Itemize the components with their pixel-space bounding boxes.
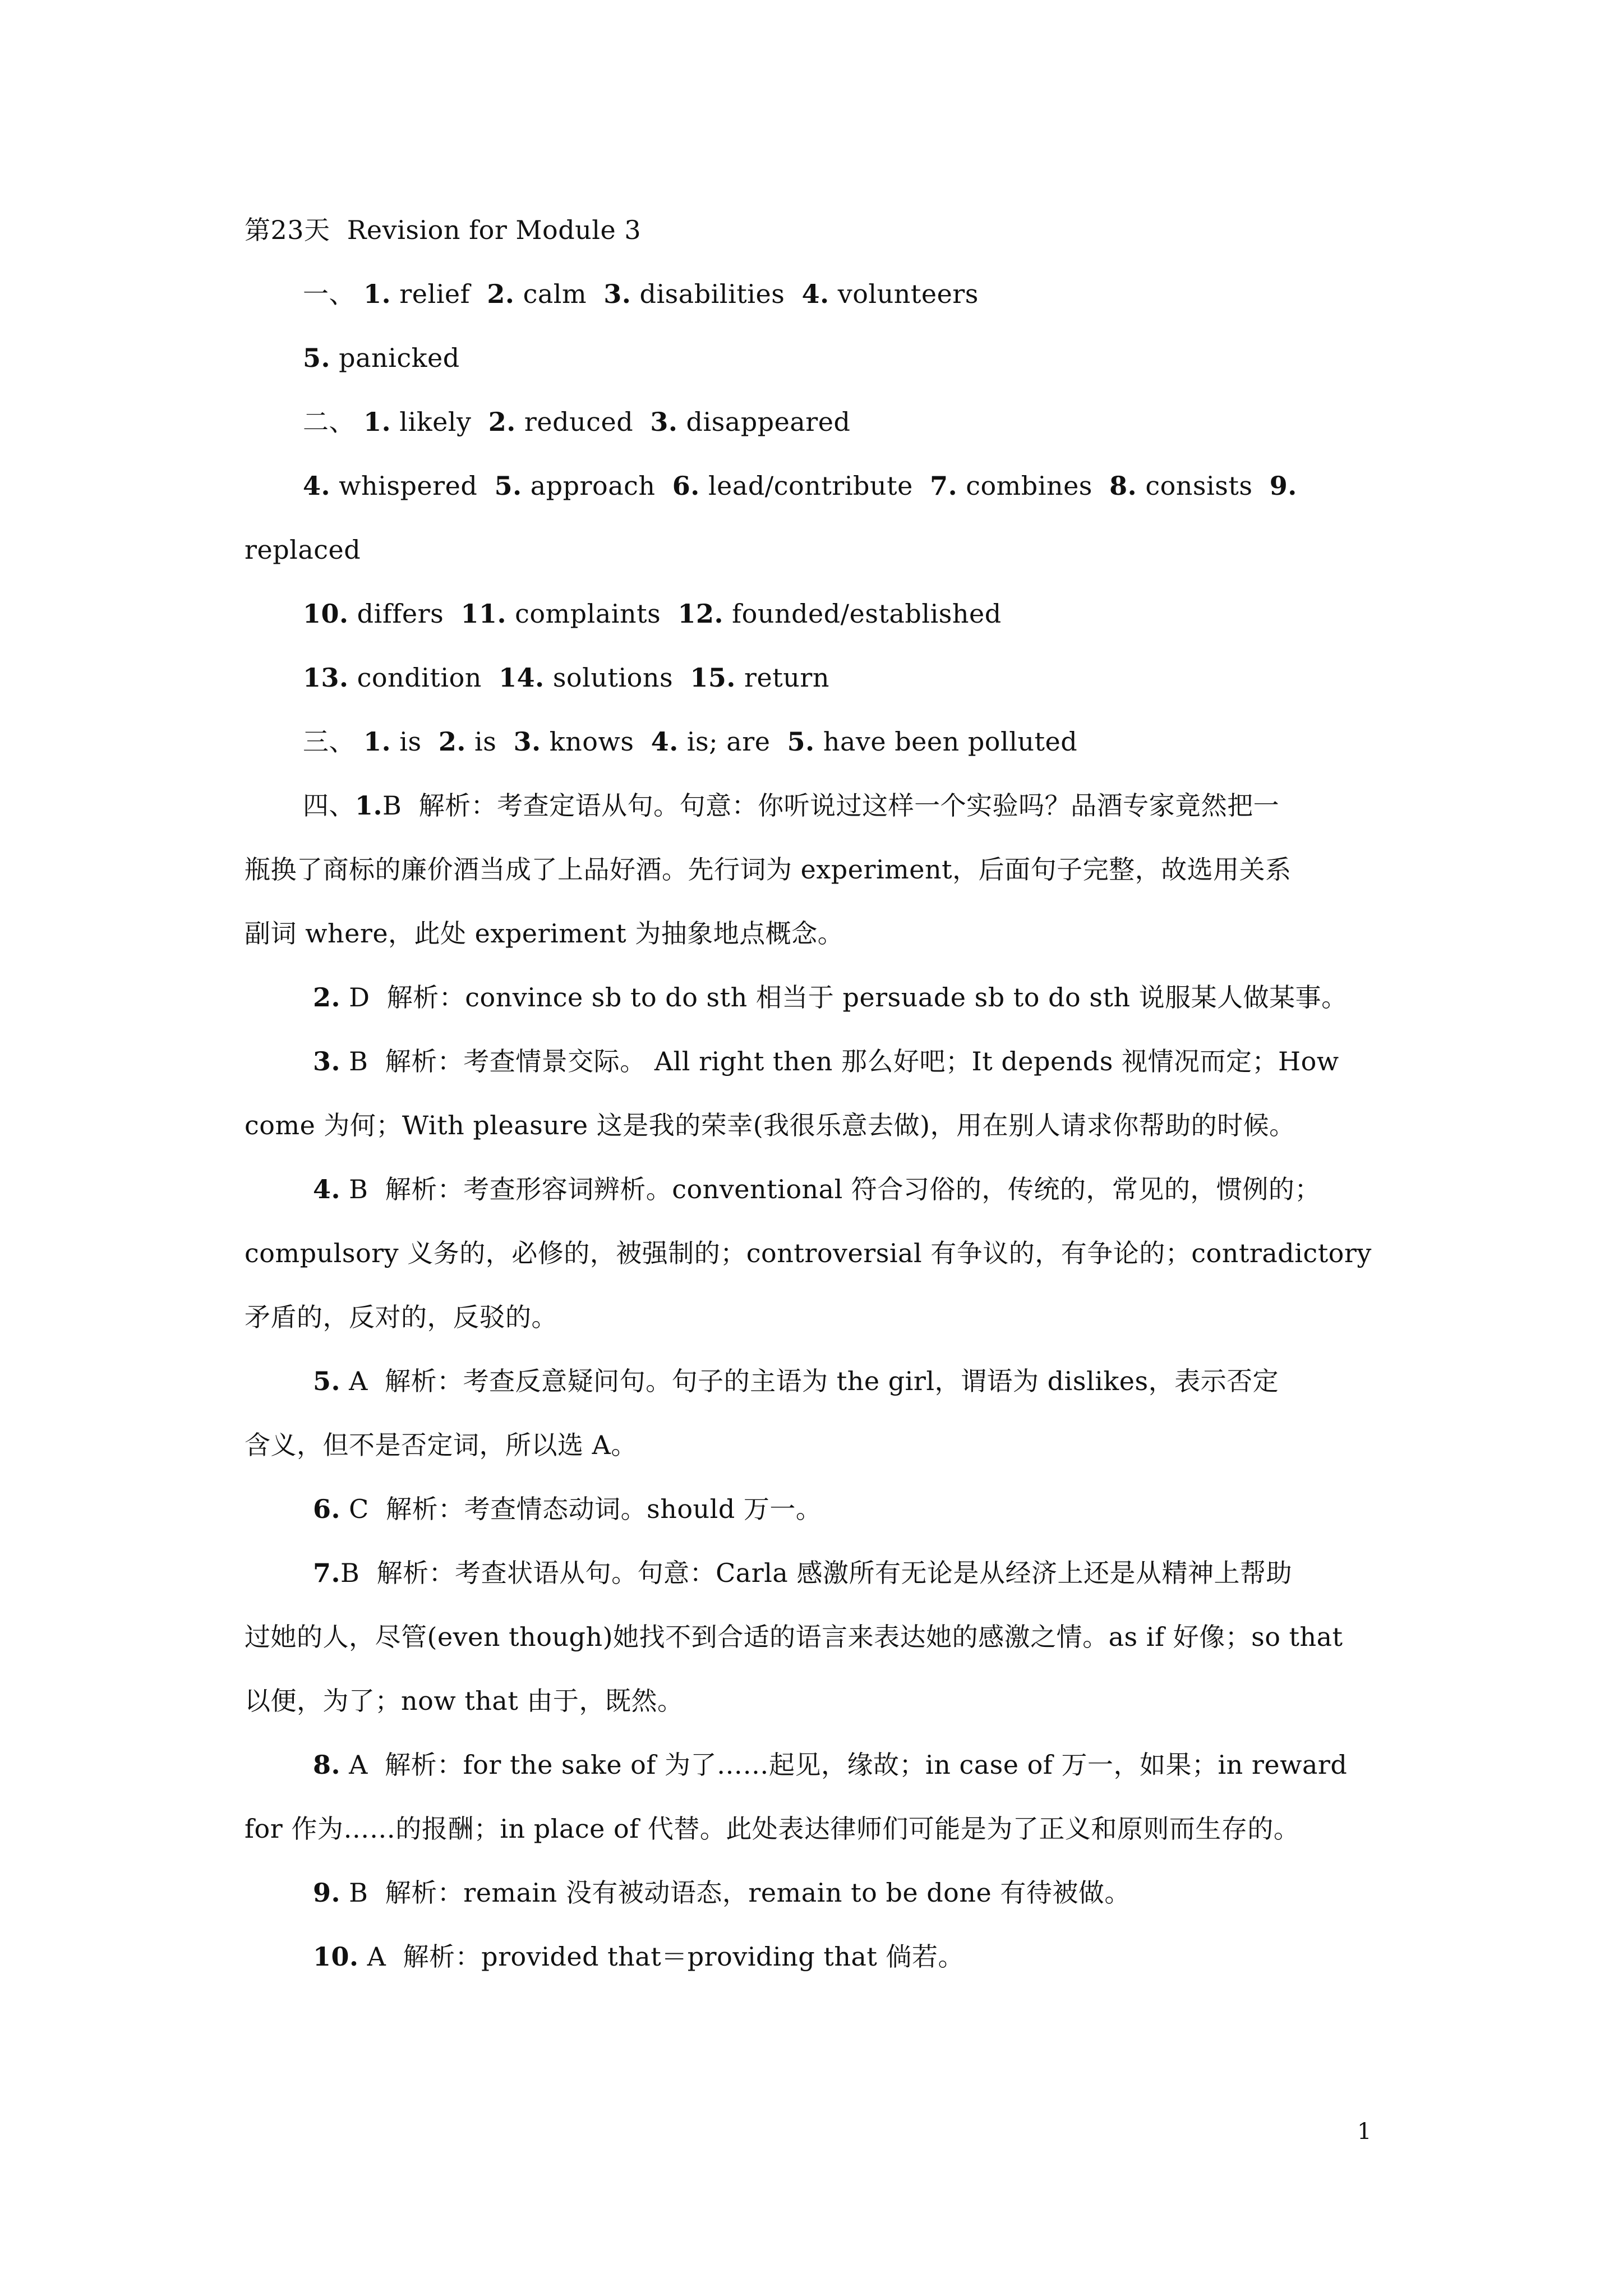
item-number: 8.: [313, 1750, 341, 1780]
explanation-text: C 解析：考查情态动词。should 万一。: [349, 1494, 822, 1524]
item-number: 4.: [651, 726, 679, 757]
answer: disabilities: [639, 279, 785, 309]
item-number: 9.: [1269, 471, 1297, 501]
answer: whispered: [339, 471, 478, 501]
section-2-line-2: [303, 469, 1509, 503]
explanation-text: A 解析：provided that＝providing that 倘若。: [367, 1941, 965, 1972]
answer: condition: [357, 662, 482, 693]
section-4-q3-line-2: come 为何；With pleasure 这是我的荣幸(我很乐意去做)，用在别人请求你帮助的时候。: [245, 1110, 1295, 1140]
answer: is: [399, 726, 422, 757]
section-4-q6-line-1: [313, 1492, 1519, 1526]
section-2-line-3: [245, 533, 1450, 567]
section-4-label: 四、: [303, 790, 355, 821]
section-1-line-2: [303, 341, 1509, 375]
item-number: 10.: [303, 599, 349, 629]
item-number: 15.: [690, 662, 736, 693]
answer: is: [474, 726, 497, 757]
item-number: 14.: [499, 662, 545, 693]
item-number: 4.: [313, 1174, 341, 1204]
answer: return: [744, 662, 829, 693]
item-number: 5.: [303, 343, 331, 373]
page-number: 1: [1357, 2119, 1372, 2145]
item-number: 10.: [313, 1941, 359, 1972]
section-4-q7-line-2: 过她的人，尽管(even though)她找不到合适的语言来表达她的感激之情。as if 好像；so that: [245, 1622, 1343, 1652]
answer: volunteers: [837, 279, 979, 309]
section-4-q1-line-2: 瓶换了商标的廉价酒当成了上品好酒。先行词为 experiment，后面句子完整，故选用关系: [245, 854, 1292, 885]
explanation-text: A 解析：for the sake of 为了……起见，缘故；in case of 万一，如果；in reward: [349, 1750, 1348, 1780]
explanation-text: B 解析：考查定语从句。句意：你听说过这样一个实验吗？品酒专家竟然把一: [382, 790, 1280, 821]
item-number: 7.: [930, 471, 958, 501]
section-1-label: 一、: [303, 279, 355, 309]
section-4-q4-line-2: compulsory 义务的，必修的，被强制的；controversial 有争议的，有争论的；contradictory: [245, 1238, 1372, 1268]
item-number: 11.: [460, 599, 506, 629]
section-4-q3-line-1: [313, 1045, 1519, 1078]
section-3-label: 三、: [303, 726, 355, 757]
answer: panicked: [339, 343, 460, 373]
item-number: 1.: [355, 790, 383, 821]
section-4-q4-line-1: [313, 1172, 1519, 1206]
answer: knows: [549, 726, 634, 757]
section-2-line-4: [303, 597, 1509, 631]
section-1-line-1: [303, 277, 1509, 311]
explanation-text: B 解析：remain 没有被动语态，remain to be done 有待被做。: [349, 1878, 1131, 1908]
item-number: 5.: [313, 1366, 341, 1396]
item-number: 1.: [363, 407, 391, 437]
answer: complaints: [515, 599, 661, 629]
item-number: 9.: [313, 1878, 341, 1908]
answer: have been polluted: [823, 726, 1078, 757]
answer: approach: [530, 471, 656, 501]
answer: consists: [1145, 471, 1253, 501]
answer: disappeared: [686, 407, 851, 437]
section-4-q10-line-1: [313, 1940, 1519, 1973]
section-4-q1-line-3: 副词 where，此处 experiment 为抽象地点概念。: [245, 918, 844, 949]
item-number: 6.: [313, 1494, 341, 1524]
page-title: 第23天 Revision for Module 3: [245, 215, 642, 245]
item-number: 3.: [603, 279, 631, 309]
explanation-text: B 解析：考查情景交际。 All right then 那么好吧；It depends 视情况而定；How: [349, 1046, 1339, 1076]
section-4-q7-line-3: 以便，为了；now that 由于，既然。: [245, 1686, 684, 1716]
answer: likely: [399, 407, 472, 437]
explanation-text: D 解析：convince sb to do sth 相当于 persuade sb to do sth 说服某人做某事。: [349, 982, 1348, 1013]
section-2-line-1: [303, 405, 1509, 439]
explanation-text: B 解析：考查状语从句。句意：Carla 感激所有无论是从经济上还是从精神上帮助: [340, 1558, 1292, 1588]
section-4-q5-line-2: 含义，但不是否定词，所以选 A。: [245, 1430, 637, 1460]
explanation-text: A 解析：考查反意疑问句。句子的主语为 the girl，谓语为 dislikes，表示否定: [349, 1366, 1279, 1396]
section-4-q8-line-2: for 作为……的报酬；in place of 代替。此处表达律师们可能是为了正义和原则而生存的。: [245, 1814, 1300, 1844]
answer: reduced: [524, 407, 634, 437]
section-4-q2-line-1: [313, 981, 1519, 1014]
section-2-line-5: [303, 661, 1509, 694]
section-2-label: 二、: [303, 407, 355, 437]
answer: calm: [523, 279, 587, 309]
item-number: 5.: [787, 726, 815, 757]
item-number: 13.: [303, 662, 349, 693]
explanation-text: B 解析：考查形容词辨析。conventional 符合习俗的，传统的，常见的，惯例的；: [349, 1174, 1321, 1204]
item-number: 1.: [363, 279, 391, 309]
item-number: 5.: [494, 471, 522, 501]
answer: replaced: [245, 535, 361, 565]
answer: is; are: [686, 726, 771, 757]
item-number: 3.: [513, 726, 541, 757]
answer: lead/contribute: [708, 471, 913, 501]
item-number: 12.: [677, 599, 723, 629]
answer: differs: [357, 599, 444, 629]
section-3-line-1: [303, 725, 1509, 758]
item-number: 3.: [313, 1046, 341, 1076]
section-4-q7-line-1: [313, 1556, 1519, 1590]
item-number: 2.: [313, 982, 341, 1013]
answer: relief: [399, 279, 471, 309]
section-4-q1-line-1: [303, 789, 1509, 822]
section-4-q4-line-3: 矛盾的，反对的，反驳的。: [245, 1302, 557, 1332]
item-number: 7.: [313, 1558, 341, 1588]
item-number: 3.: [650, 407, 678, 437]
section-4-q5-line-1: [313, 1364, 1519, 1398]
item-number: 2.: [488, 407, 516, 437]
item-number: 2.: [487, 279, 515, 309]
item-number: 2.: [438, 726, 466, 757]
item-number: 1.: [363, 726, 391, 757]
item-number: 4.: [303, 471, 331, 501]
section-4-q9-line-1: [313, 1876, 1519, 1910]
section-4-q8-line-1: [313, 1748, 1519, 1782]
item-number: 4.: [801, 279, 829, 309]
item-number: 6.: [672, 471, 700, 501]
item-number: 8.: [1109, 471, 1137, 501]
answer: solutions: [552, 662, 674, 693]
answer: founded/established: [732, 599, 1002, 629]
answer: combines: [966, 471, 1092, 501]
